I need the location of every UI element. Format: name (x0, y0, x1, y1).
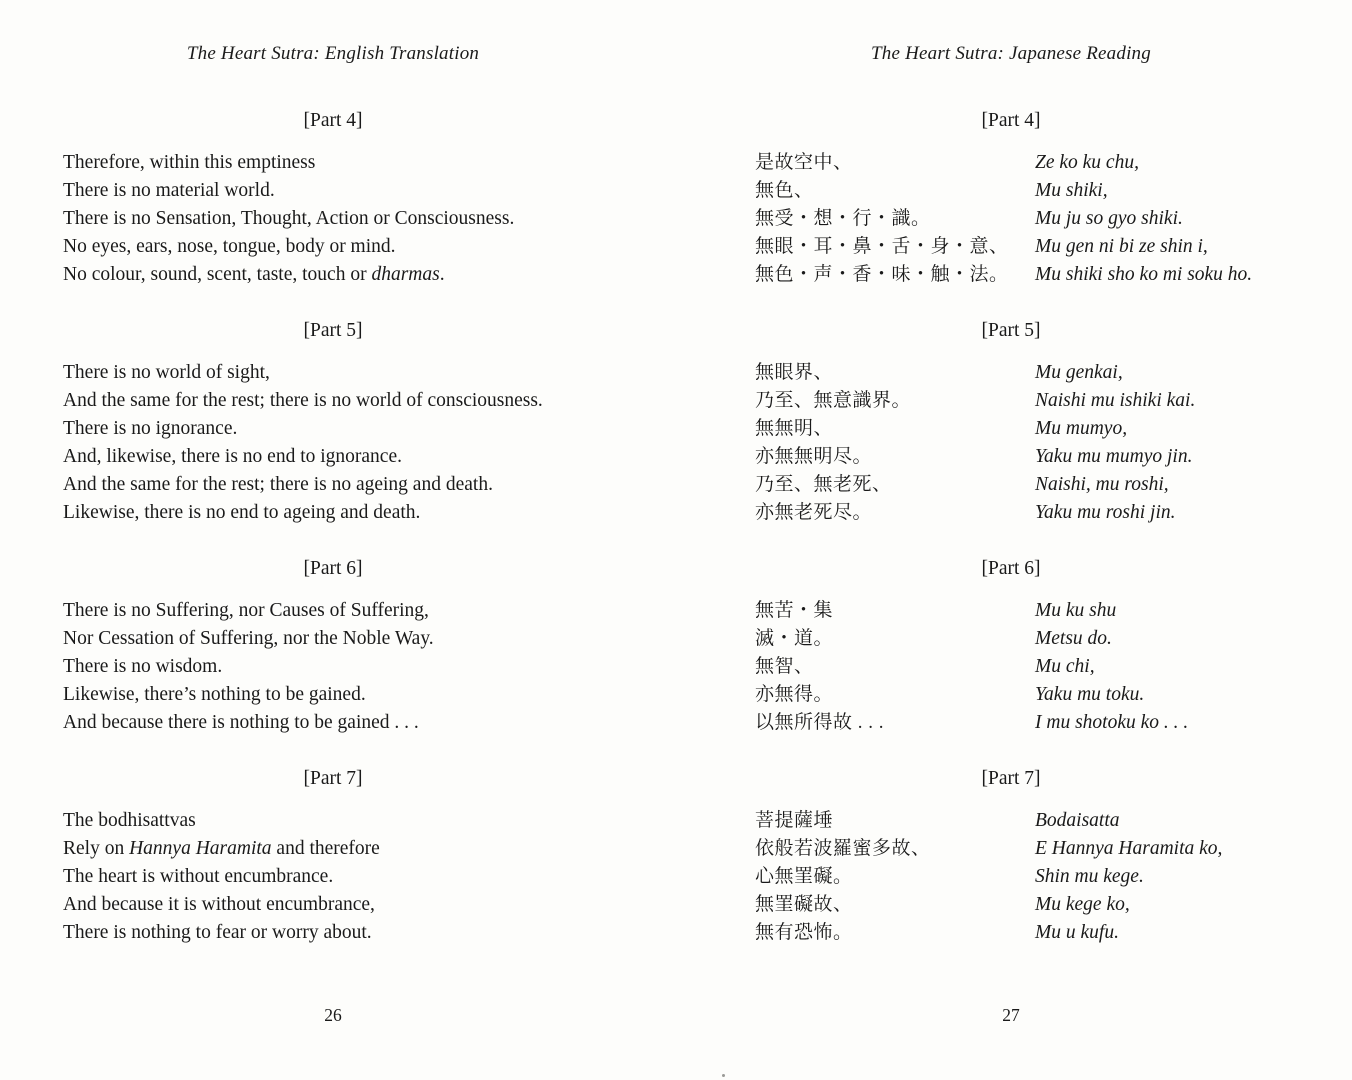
romaji-text: Mu mumyo, (1035, 418, 1128, 439)
reading-line (755, 863, 1267, 891)
romaji-text: Bodaisatta (1035, 810, 1120, 831)
romaji-text: Mu kege ko, (1035, 894, 1130, 915)
kanji-text: 無智、 (755, 656, 814, 677)
kanji-text: 依般若波羅蜜多故、 (755, 838, 931, 859)
kanji-text: 無苦・集 (755, 600, 834, 621)
kanji-text: 亦無老死尽。 (755, 502, 873, 523)
romaji-text: Naishi, mu roshi, (1035, 474, 1169, 495)
right-page-number: 27 (1002, 1005, 1020, 1025)
kanji-text: 無眼界、 (755, 362, 834, 383)
kanji-text: 無無明、 (755, 418, 834, 439)
reading-line (755, 359, 1267, 387)
page-right-japanese (676, 0, 1352, 1080)
reading-line (755, 681, 1267, 709)
reading-line (755, 807, 1267, 835)
english-line: There is nothing to fear or worry about. (63, 922, 372, 943)
kanji-text: 無色、 (755, 180, 814, 201)
reading-line (755, 149, 1267, 177)
kanji-text: 乃至、無老死、 (755, 474, 892, 495)
romaji-text: Naishi mu ishiki kai. (1035, 390, 1196, 411)
romaji-text: E Hannya Haramita ko, (1035, 838, 1223, 859)
english-line: The heart is without encumbrance. (63, 866, 334, 887)
reading-line (755, 415, 1267, 443)
kanji-text: 無眼・耳・鼻・舌・身・意、 (755, 236, 1009, 257)
reading-line (755, 653, 1267, 681)
italic-term: dharmas (371, 264, 440, 285)
part-section (755, 765, 1267, 947)
part-label: [Part 7] (303, 768, 363, 789)
reading-line (755, 233, 1267, 261)
part-label: [Part 7] (981, 768, 1041, 789)
reading-line (755, 443, 1267, 471)
reading-line (755, 177, 1267, 205)
english-line: The bodhisattvas (63, 810, 196, 831)
kanji-text: 菩提薩埵 (755, 810, 834, 831)
kanji-text: 無受・想・行・識。 (755, 208, 931, 229)
romaji-text: Yaku mu roshi jin. (1035, 502, 1176, 523)
english-line: There is no Sensation, Thought, Action or Consciousness. (63, 208, 515, 229)
romaji-text: Mu ju so gyo shiki. (1035, 208, 1183, 229)
romaji-text: Mu shiki sho ko mi soku ho. (1035, 264, 1253, 285)
english-line: There is no Suffering, nor Causes of Suffering, (63, 600, 429, 621)
kanji-text: 亦無無明尽。 (755, 446, 873, 467)
part-section (63, 107, 603, 289)
romaji-text: Yaku mu mumyo jin. (1035, 446, 1193, 467)
left-page-header: The Heart Sutra: English Translation (186, 43, 480, 64)
left-sections (63, 107, 603, 947)
part-section (755, 107, 1267, 289)
reading-line (755, 919, 1267, 947)
romaji-text: I mu shotoku ko . . . (1035, 712, 1189, 733)
romaji-text: Metsu do. (1035, 628, 1112, 649)
scan-speck (722, 1074, 725, 1077)
part-section (755, 555, 1267, 737)
romaji-text: Ze ko ku chu, (1035, 152, 1139, 173)
english-line: And the same for the rest; there is no ageing and death. (63, 474, 493, 495)
reading-line (755, 261, 1267, 289)
kanji-text: 是故空中、 (755, 152, 853, 173)
right-text-block (755, 40, 1267, 947)
reading-line (755, 387, 1267, 415)
kanji-text: 無色・声・香・味・触・法。 (755, 264, 1009, 285)
kanji-text: 心無罣礙。 (755, 866, 853, 887)
kanji-text: 無罣礙故、 (755, 894, 853, 915)
part-label: [Part 6] (303, 558, 363, 579)
english-line: Rely on Hannya Haramita and therefore (63, 838, 380, 859)
english-line: No colour, sound, scent, taste, touch or dharmas. (63, 264, 445, 285)
kanji-text: 乃至、無意識界。 (755, 390, 912, 411)
right-page-header: The Heart Sutra: Japanese Reading (871, 43, 1151, 64)
part-label: [Part 5] (981, 320, 1041, 341)
english-line: There is no world of sight, (63, 362, 270, 383)
english-line: There is no wisdom. (63, 656, 223, 677)
part-label: [Part 4] (303, 110, 363, 131)
part-section (63, 555, 603, 737)
romaji-text: Shin mu kege. (1035, 866, 1144, 887)
romaji-text: Mu genkai, (1035, 362, 1123, 383)
english-line: There is no material world. (63, 180, 275, 201)
romaji-text: Yaku mu toku. (1035, 684, 1145, 705)
part-section (63, 765, 603, 947)
kanji-text: 亦無得。 (755, 684, 834, 705)
part-label: [Part 5] (303, 320, 363, 341)
english-line: And because it is without encumbrance, (63, 894, 375, 915)
english-line: And, likewise, there is no end to ignorance. (63, 446, 402, 467)
part-label: [Part 6] (981, 558, 1041, 579)
english-line: And the same for the rest; there is no world of consciousness. (63, 390, 543, 411)
part-section (755, 317, 1267, 527)
reading-line (755, 205, 1267, 233)
english-line: There is no ignorance. (63, 418, 238, 439)
english-line: No eyes, ears, nose, tongue, body or mind. (63, 236, 396, 257)
romaji-text: Mu shiki, (1035, 180, 1108, 201)
kanji-text: 無有恐怖。 (755, 922, 853, 943)
english-line: And because there is nothing to be gained . . . (63, 712, 419, 733)
romaji-text: Mu u kufu. (1035, 922, 1119, 943)
part-section (63, 317, 603, 527)
english-line: Likewise, there is no end to ageing and death. (63, 502, 421, 523)
reading-line (755, 835, 1267, 863)
kanji-text: 滅・道。 (755, 628, 834, 649)
reading-line (755, 597, 1267, 625)
reading-line (755, 709, 1267, 737)
romaji-text: Mu gen ni bi ze shin i, (1035, 236, 1208, 257)
english-line: Nor Cessation of Suffering, nor the Noble Way. (63, 628, 434, 649)
left-text-block (63, 40, 603, 947)
left-page-number: 26 (324, 1005, 342, 1025)
romaji-text: Mu chi, (1035, 656, 1095, 677)
reading-line (755, 891, 1267, 919)
kanji-text: 以無所得故 . . . (755, 712, 885, 733)
english-line: Likewise, there’s nothing to be gained. (63, 684, 366, 705)
english-line: Therefore, within this emptiness (63, 152, 316, 173)
reading-line (755, 499, 1267, 527)
part-label: [Part 4] (981, 110, 1041, 131)
right-sections (755, 107, 1267, 947)
italic-term: Hannya Haramita (129, 838, 272, 859)
reading-line (755, 471, 1267, 499)
reading-line (755, 625, 1267, 653)
romaji-text: Mu ku shu (1035, 600, 1117, 621)
